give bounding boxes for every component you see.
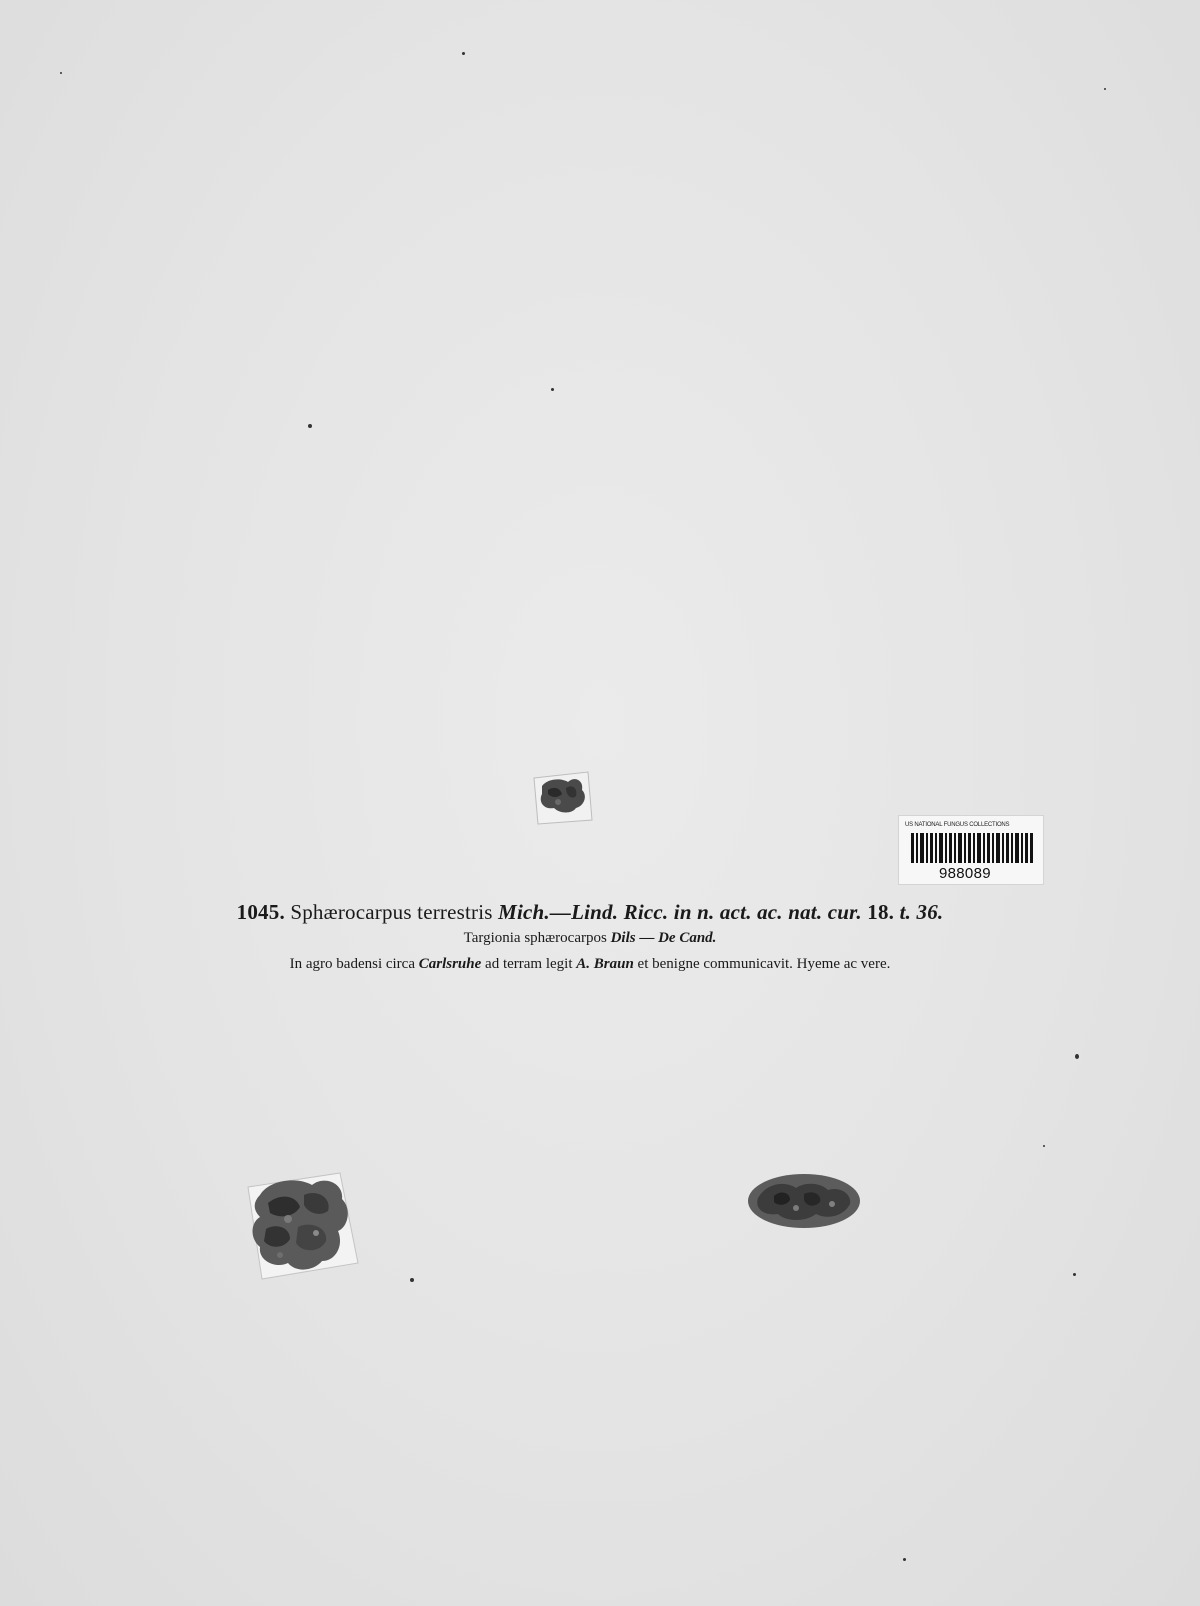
synonym-separator: — [639,930,655,946]
dust-speck [1043,1145,1045,1147]
locality-text-1: In agro badensi circa [289,956,415,972]
printed-label [150,898,1030,977]
dust-speck [462,52,465,55]
specimen-packet-top [528,768,598,828]
locality-text-3: et benigne communicavit. Hyeme ac vere. [637,956,891,972]
dust-speck [903,1558,906,1561]
collector-name: A. Braun [576,956,634,972]
dust-speck [410,1278,414,1282]
barcode-number: 988089 [939,865,991,882]
barcode-header: US NATIONAL FUNGUS COLLECTIONS [905,822,1010,828]
reference-volume: 18. [867,900,895,924]
barcode-bars [911,833,1033,863]
label-locality-line [150,951,1030,977]
locality-text-2: ad terram legit [485,956,573,972]
specimen-packet-lower-left [240,1165,365,1290]
synonym-name: Targionia sphærocarpos [463,930,607,946]
label-title-line [150,898,1030,926]
specimen-lower-right [744,1168,864,1234]
barcode-label [898,815,1044,885]
taxon-authority: Mich.—Lind. Ricc. in n. act. ac. nat. cur. [498,900,862,924]
taxon-name: Sphærocarpus terrestris [290,900,493,924]
dust-speck [1073,1273,1076,1276]
label-synonym-line [150,926,1030,951]
synonym-author-1: Dils [610,930,636,946]
synonym-author-2: De Cand. [658,930,717,946]
dust-speck [551,388,554,391]
dust-speck [60,72,62,74]
dust-speck [1075,1054,1079,1059]
dust-speck [1104,88,1106,90]
reference-plate: t. 36. [899,900,944,924]
dust-speck [308,424,312,428]
exsiccata-number: 1045. [236,900,285,924]
locality-place: Carlsruhe [418,956,482,972]
